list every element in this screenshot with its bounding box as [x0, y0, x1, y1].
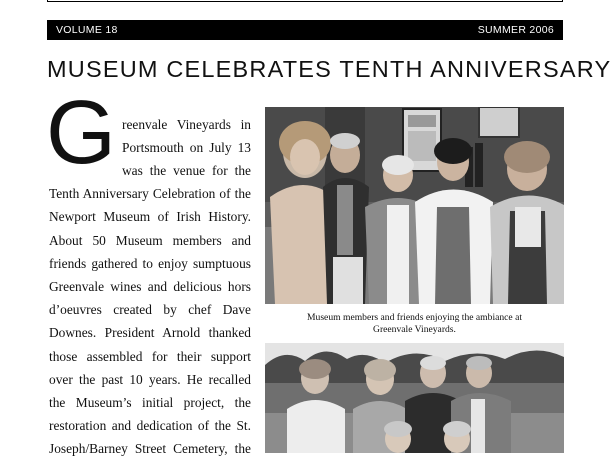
season-label: SUMMER 2006	[477, 24, 554, 36]
body-line: the Museum’s initial project, the	[49, 395, 251, 410]
body-line: was the venue for the	[122, 163, 251, 178]
article-headline: MUSEUM CELEBRATES TENTH ANNIVERSARY	[47, 56, 612, 82]
photo-vineyard-group-image	[265, 107, 564, 304]
photo-outdoor-group-image	[265, 343, 564, 453]
body-line: Downes. President Arnold thanked	[49, 325, 251, 340]
photo-vineyard-caption	[265, 312, 564, 335]
volume-label: VOLUME 18	[56, 24, 118, 36]
photo-outdoor-group	[265, 343, 564, 453]
body-line: Portsmouth on July 13	[122, 140, 251, 155]
volume-bar	[47, 20, 563, 40]
body-line: reenvale Vineyards in	[122, 117, 251, 132]
drop-cap: G	[46, 83, 117, 183]
body-line: d’oeuvres created by chef Dave	[49, 302, 251, 317]
caption-line: Greenvale Vineyards.	[373, 323, 456, 335]
caption-line: Museum members and friends enjoying the ambiance at	[307, 312, 522, 323]
body-line: About 50 Museum members and	[49, 233, 251, 248]
body-line: Tenth Anniversary Celebration of the	[49, 186, 251, 201]
body-line: those assembled for their support	[49, 349, 251, 364]
body-line: friends gathered to enjoy sumptuous	[49, 256, 251, 271]
body-line: Greenvale wines and delicious hors	[49, 279, 251, 294]
body-line: Newport Museum of Irish History.	[49, 209, 251, 224]
body-line: restoration and dedication of the St.	[49, 418, 251, 433]
top-frame	[47, 0, 563, 2]
body-line: over the past 10 years. He recalled	[49, 372, 251, 387]
photo-vineyard-group	[265, 107, 564, 304]
body-line: Joseph/Barney Street Cemetery, the	[49, 441, 251, 456]
